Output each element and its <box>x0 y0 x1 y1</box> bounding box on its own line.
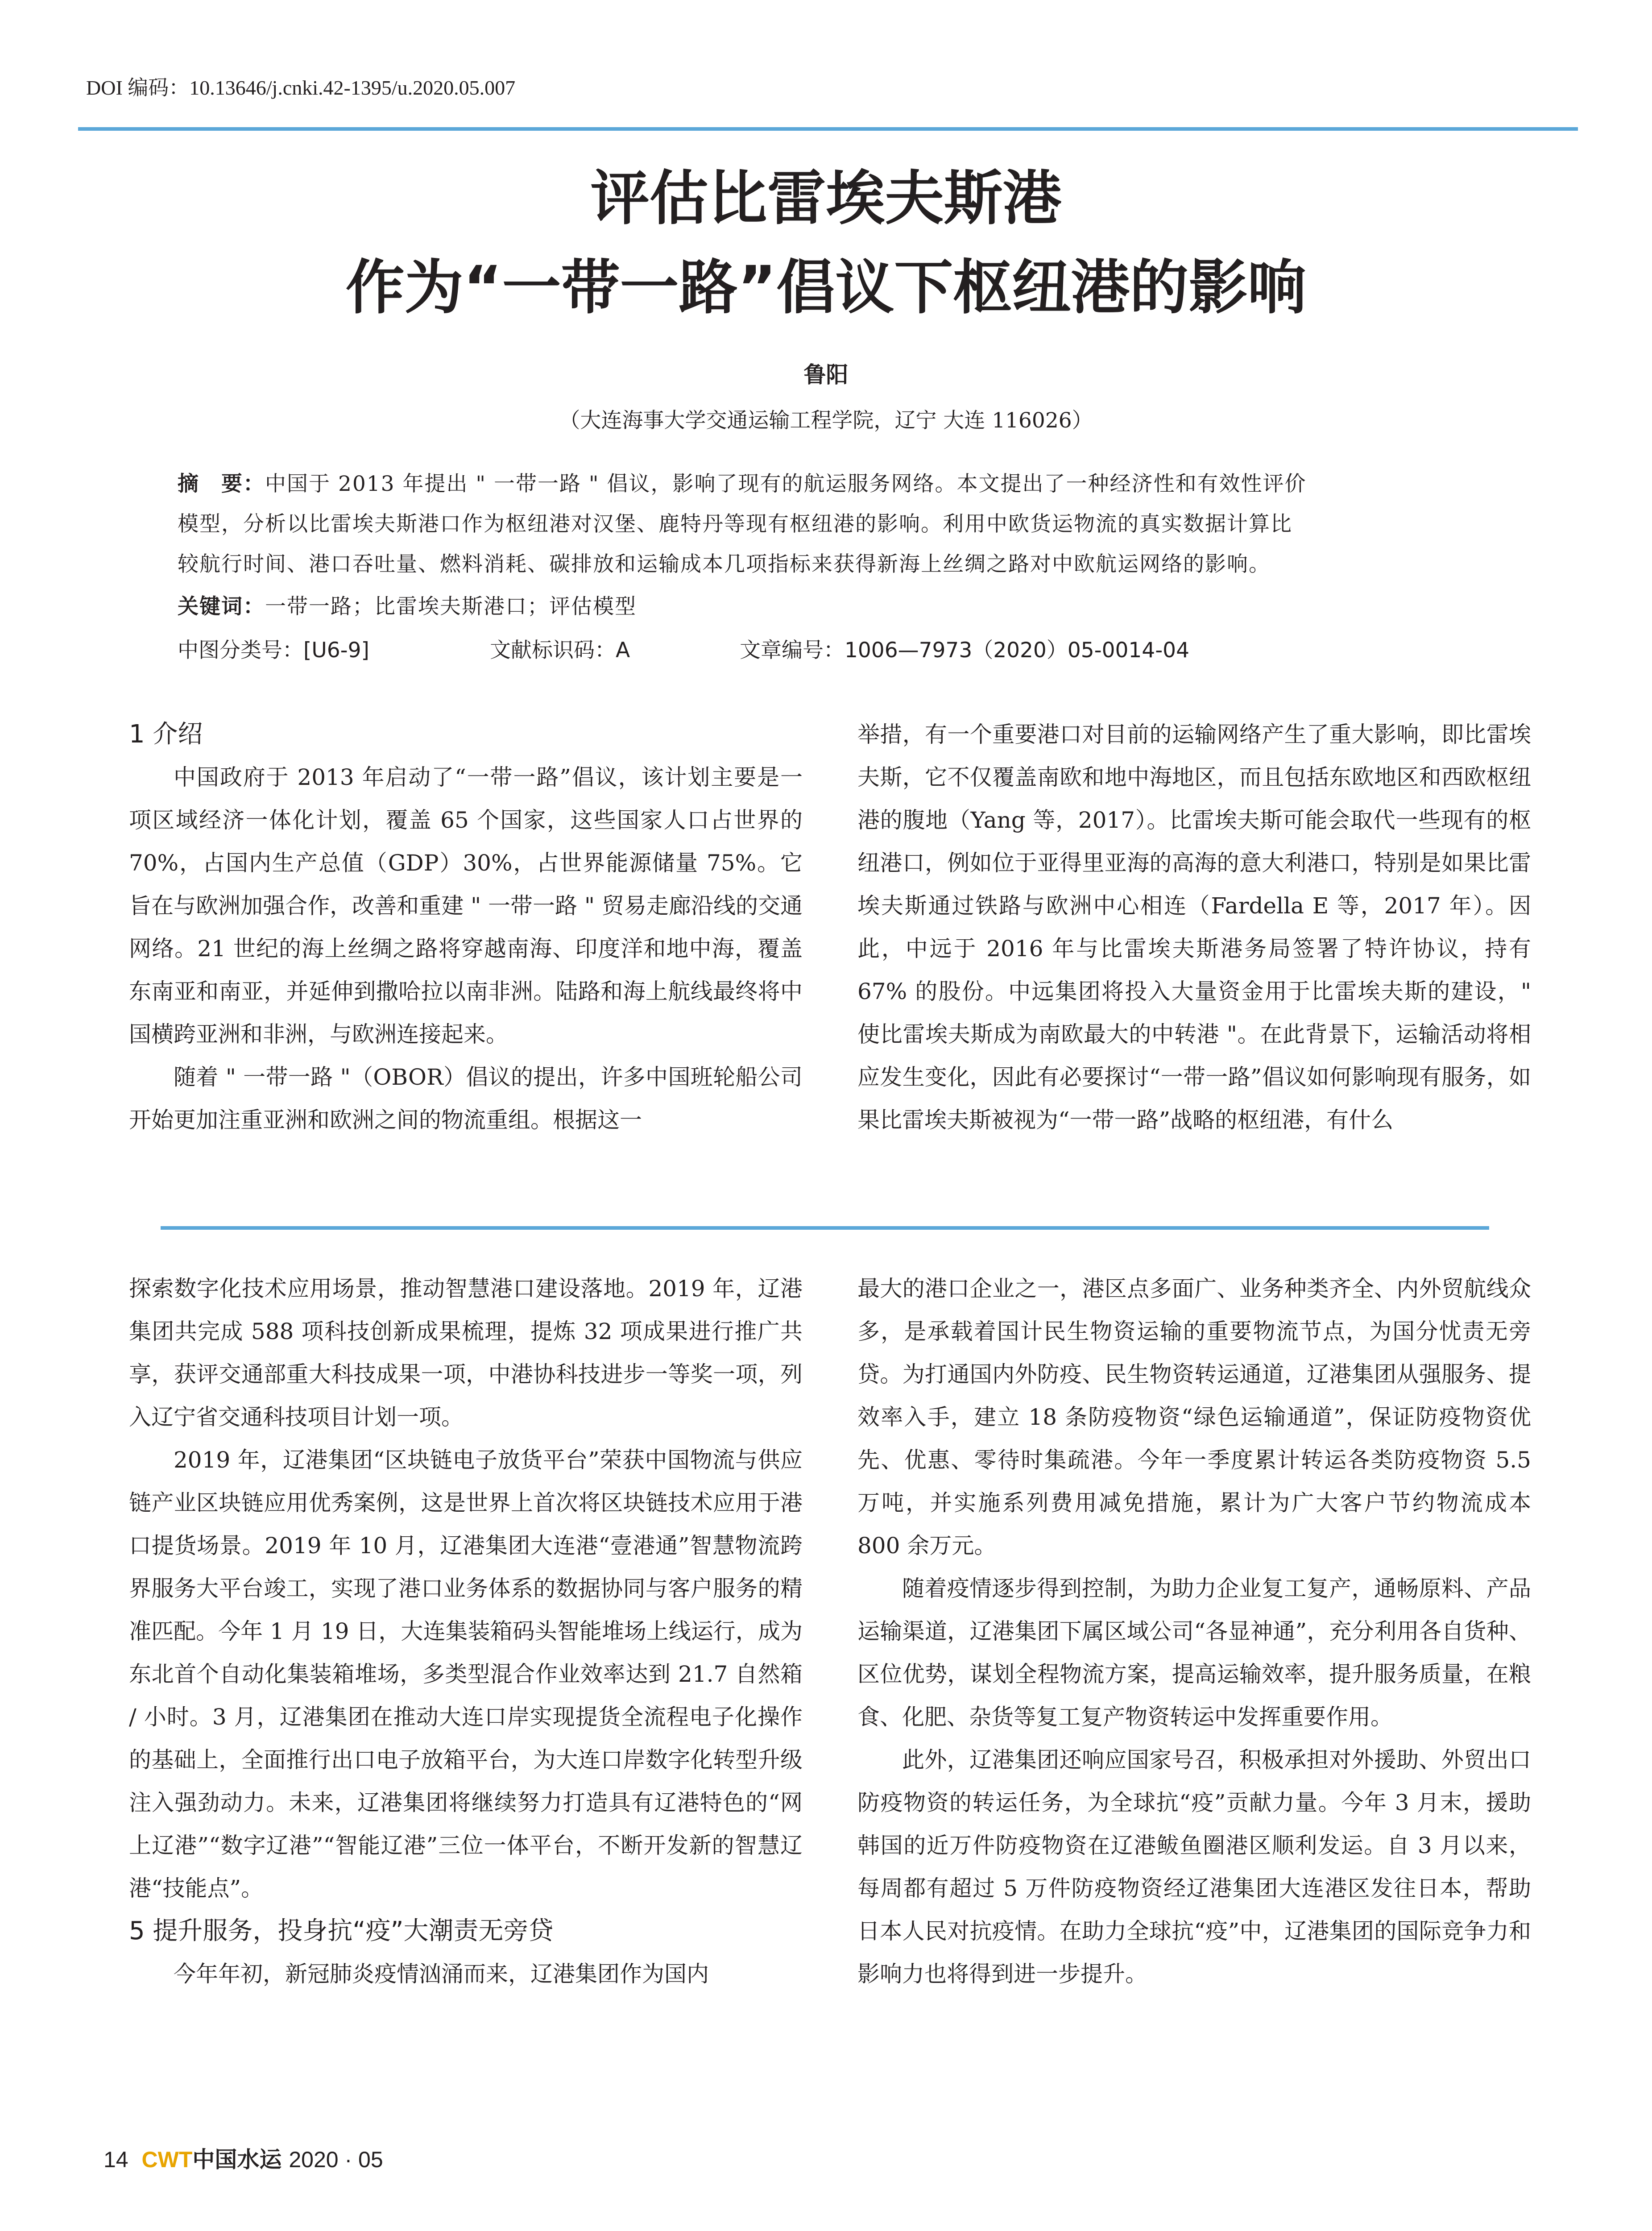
page-number: 14 <box>104 2147 128 2172</box>
article-title-line1: 评估比雷埃夫斯港 <box>590 164 1062 233</box>
article-number: 文章编号：1006—7973（2020）05-0014-04 <box>740 638 1189 663</box>
header-rule <box>78 127 1578 131</box>
article-title-line2: 作为“一带一路”倡议下枢纽港的影响 <box>345 253 1307 322</box>
paragraph: 今年年初，新冠肺炎疫情汹涌而来，辽港集团作为国内 <box>174 1961 709 1987</box>
magazine-name: 中国水运 <box>192 2147 282 2173</box>
doc-code: 文献标识码：A <box>490 638 630 663</box>
abstract-line-2: 模型，分析以比雷埃夫斯港口作为枢纽港对汉堡、鹿特丹等现有枢纽港的影响。利用中欧货运物流的真实数据计算比 <box>178 512 1292 536</box>
section-heading-intro: 1 介绍 <box>129 720 203 749</box>
article1-right-column <box>857 713 1531 1141</box>
issue-number: 2020 · 05 <box>289 2147 383 2172</box>
abstract-label: 摘 要： <box>178 472 265 496</box>
section-heading-5: 5 提升服务，投身抗“疫”大潮责无旁贷 <box>129 1916 554 1945</box>
paragraph: 随着 " 一带一路 "（OBOR）倡议的提出，许多中国班轮船公司开始更加注重亚洲和欧洲之间的物流重组。根据这一 <box>129 1064 803 1133</box>
paragraph: 探索数字化技术应用场景，推动智慧港口建设落地。2019 年，辽港集团共完成 588 项科技创新成果梳理，提炼 32 项成果进行推广共享，获评交通部重大科技成果一项，中港协科技进步一等奖一项，列入辽宁省交通科技项目计划一项。 <box>129 1276 803 1430</box>
abstract-text-1: 中国于 2013 年提出 " 一带一路 " 倡议，影响了现有的航运服务网络。本文提出了一种经济性和有效性评价 <box>265 472 1307 496</box>
page-footer <box>104 2142 383 2174</box>
keywords-text: 一带一路；比雷埃夫斯港口；评估模型 <box>265 594 637 619</box>
keywords-label: 关键词： <box>178 594 265 619</box>
classification-meta <box>178 634 1189 663</box>
article2-right-column <box>857 1267 1531 1995</box>
paragraph: 随着疫情逐步得到控制，为助力企业复工复产，通畅原料、产品运输渠道，辽港集团下属区域公司“各显神通”，充分利用各自货种、区位优势，谋划全程物流方案，提高运输效率，提升服务质量，在粮食、化肥、杂货等复工复产物资转运中发挥重要作用。 <box>857 1576 1531 1730</box>
keywords <box>178 587 637 627</box>
article2-left-column <box>129 1267 803 1995</box>
paragraph: 此外，辽港集团还响应国家号召，积极承担对外援助、外贸出口防疫物资的转运任务，为全球抗“疫”贡献力量。今年 3 月末，援助韩国的近万件防疫物资在辽港鲅鱼圈港区顺利发运。自 3 月以来，每周都有超过 5 万件防疫物资经辽港集团大连港区发往日本，帮助日本人民对抗疫情。在助力全球抗“疫”中，辽港集团的国际竞争力和影响力也将得到进一步提升。 <box>857 1747 1531 1987</box>
paragraph: 最大的港口企业之一，港区点多面广、业务种类齐全、内外贸航线众多，是承载着国计民生物资运输的重要物流节点，为国分忧责无旁贷。为打通国内外防疫、民生物资转运通道，辽港集团从强服务、提效率入手，建立 18 条防疫物资“绿色运输通道”，保证防疫物资优先、优惠、零待时集疏港。今年一季度累计转运各类防疫物资 5.5 万吨，并实施系列费用减免措施，累计为广大客户节约物流成本 800 余万元。 <box>857 1276 1531 1559</box>
clc-number: 中图分类号：[U6-9] <box>178 638 369 663</box>
doi-line: DOI 编码：10.13646/j.cnki.42-1395/u.2020.05.007 <box>86 76 516 99</box>
paragraph: 2019 年，辽港集团“区块链电子放货平台”荣获中国物流与供应链产业区块链应用优秀案例，这是世界上首次将区块链技术应用于港口提货场景。2019 年 10 月，辽港集团大连港“壹港通”智慧物流跨界服务大平台竣工，实现了港口业务体系的数据协同与客户服务的精准匹配。今年 1 月 19 日，大连集装箱码头智能堆场上线运行，成为东北首个自动化集装箱堆场，多类型混合作业效率达到 21.7 自然箱 / 小时。3 月，辽港集团在推动大连口岸实现提货全流程电子化操作的基础上，全面推行出口电子放箱平台，为大连口岸数字化转型升级注入强劲动力。未来，辽港集团将继续努力打造具有辽港特色的“网上辽港”“数字辽港”“智能辽港”三位一体平台，不断开发新的智慧辽港“技能点”。 <box>129 1447 803 1901</box>
abstract-line-1 <box>178 464 1307 504</box>
article-divider-rule <box>161 1226 1489 1230</box>
abstract-line-3: 较航行时间、港口吞吐量、燃料消耗、碳排放和运输成本几项指标来获得新海上丝绸之路对中欧航运网络的影响。 <box>178 552 1271 576</box>
article1-left-column <box>129 713 803 1141</box>
paragraph: 举措，有一个重要港口对目前的运输网络产生了重大影响，即比雷埃夫斯，它不仅覆盖南欧和地中海地区，而且包括东欧地区和西欧枢纽港的腹地（Yang 等，2017）。比雷埃夫斯可能会取代一些现有的枢纽港口，例如位于亚得里亚海的高海的意大利港口，特别是如果比雷埃夫斯通过铁路与欧洲中心相连（Fardella E 等，2017 年）。因此，中远于 2016 年与比雷埃夫斯港务局签署了特许协议，持有 67% 的股份。中远集团将投入大量资金用于比雷埃夫斯的建设，" 使比雷埃夫斯成为南欧最大的中转港 "。在此背景下，运输活动将相应发生变化，因此有必要探讨“一带一路”倡议如何影响现有服务，如果比雷埃夫斯被视为“一带一路”战略的枢纽港，有什么 <box>857 722 1531 1133</box>
paragraph: 中国政府于 2013 年启动了“一带一路”倡议，该计划主要是一项区域经济一体化计划，覆盖 65 个国家，这些国家人口占世界的 70%，占国内生产总值（GDP）30%，占世界能源储量 75%。它旨在与欧洲加强合作，改善和重建 " 一带一路 " 贸易走廊沿线的交通网络。21 世纪的海上丝绸之路将穿越南海、印度洋和地中海，覆盖东南亚和南亚，并延伸到撒哈拉以南非洲。陆路和海上航线最终将中国横跨亚洲和非洲，与欧洲连接起来。 <box>129 764 803 1047</box>
author: 鲁阳 <box>803 362 849 388</box>
cwt-logo: CWT <box>141 2147 193 2172</box>
affiliation: （大连海事大学交通运输工程学院，辽宁 大连 116026） <box>559 408 1093 433</box>
